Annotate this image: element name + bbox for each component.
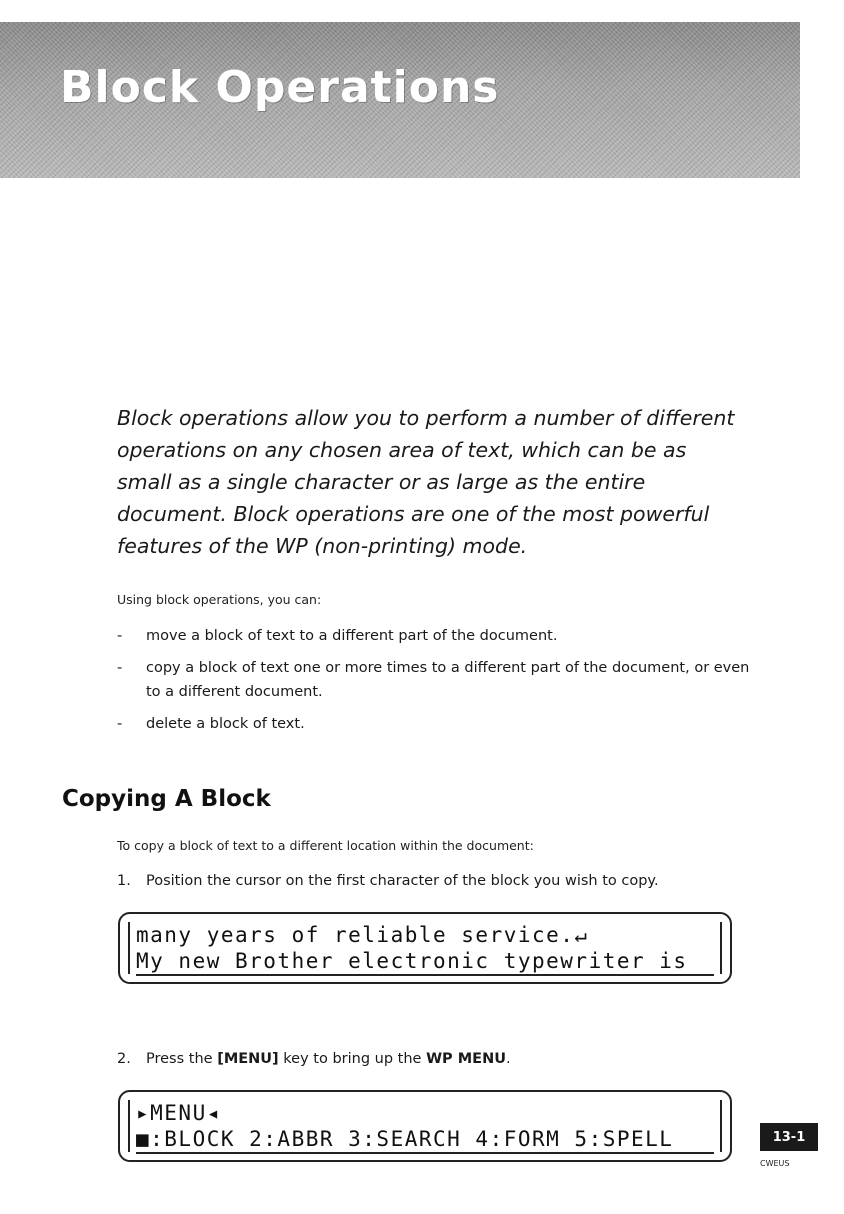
section-heading: Copying A Block — [62, 786, 271, 812]
lcd-display-text — [118, 912, 732, 984]
lcd-line-1: many years of reliable service.↵ — [136, 923, 589, 947]
list-item — [117, 624, 757, 648]
chapter-title: Block Operations — [60, 62, 500, 113]
step-text-after: . — [505, 1051, 511, 1067]
step-text-mid: key to bring up the — [278, 1051, 427, 1067]
intro-paragraph: Block operations allow you to perform a number of different operations on any chosen area of text, which can be as small as a single character or as large as the entire document. Block operations are one of the most powerful features of the WP (non-printing) mode. — [117, 406, 735, 558]
uses-list — [117, 624, 757, 744]
step-2 — [117, 1051, 511, 1067]
list-item — [117, 712, 757, 736]
list-item-text: copy a block of text one or more times to a different part of the document, or even to a different document. — [146, 660, 750, 700]
dash-marker: - — [117, 628, 123, 644]
list-item — [117, 656, 757, 704]
page-code: CWEUS — [760, 1159, 790, 1168]
uses-lead: Using block operations, you can: — [117, 592, 322, 607]
lcd-menu-title: ▸MENU◂ — [136, 1101, 221, 1125]
menu-key-label: [MENU] — [217, 1051, 279, 1067]
lcd-line-2: My new Brother electronic typewriter is — [136, 948, 714, 976]
list-item-text: delete a block of text. — [146, 716, 305, 732]
dash-marker: - — [117, 716, 123, 732]
section-lead: To copy a block of text to a different location within the document: — [117, 838, 534, 853]
list-item-text: move a block of text to a different part of the document. — [146, 628, 558, 644]
wp-menu-label: WP MENU — [426, 1051, 506, 1067]
chapter-banner — [0, 22, 800, 178]
dash-marker: - — [117, 660, 123, 676]
step-1 — [117, 873, 659, 889]
page-number-badge: 13-1 — [760, 1123, 818, 1151]
lcd-display-menu — [118, 1090, 732, 1162]
step-text: Position the cursor on the first character of the block you wish to copy. — [146, 873, 659, 889]
lcd-menu-options: ■:BLOCK 2:ABBR 3:SEARCH 4:FORM 5:SPELL — [136, 1126, 714, 1154]
step-number: 2. — [117, 1051, 131, 1067]
step-text-before: Press the — [146, 1051, 218, 1067]
step-number: 1. — [117, 873, 131, 889]
